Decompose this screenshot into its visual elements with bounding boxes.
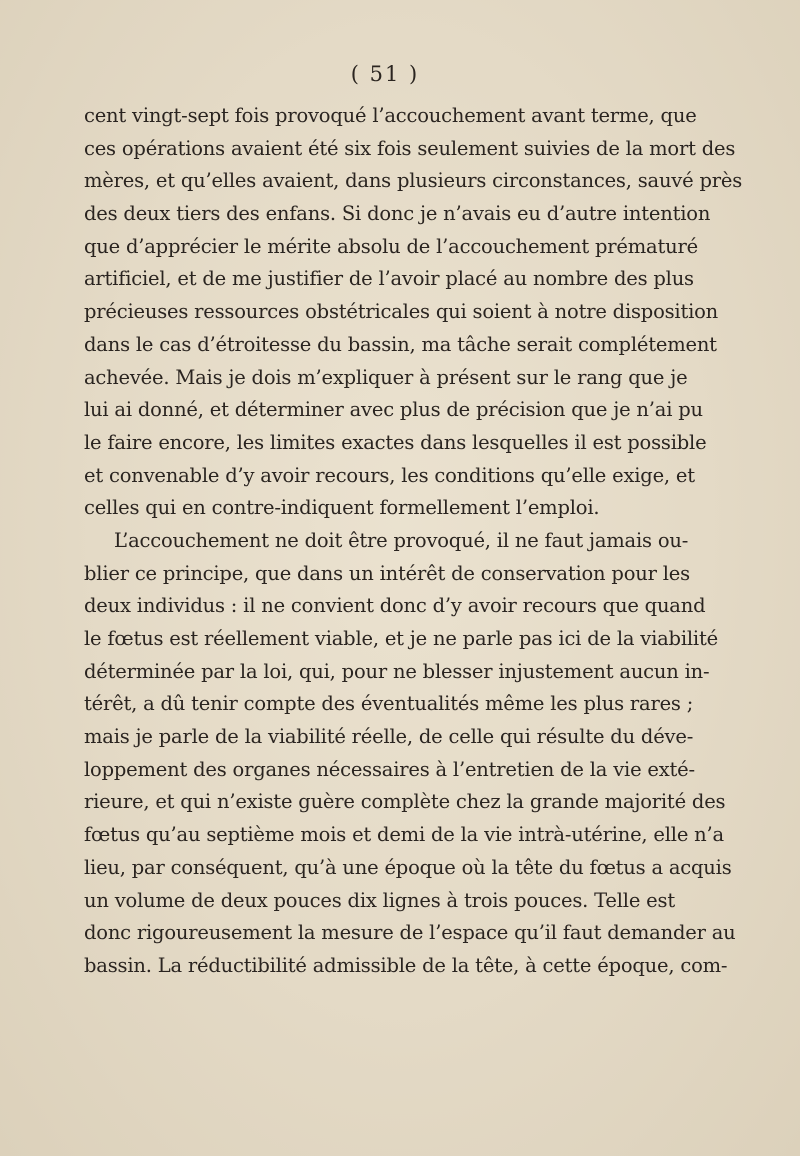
text-line: ces opérations avaient été six fois seulement suivies de la mort des — [84, 136, 736, 160]
text-line: artificiel, et de me justifier de l’avoir placé au nombre des plus — [84, 267, 694, 291]
text-line: bassin. La réductibilité admissible de la tête, à cette époque, com- — [84, 953, 728, 977]
text-line: lui ai donné, et déterminer avec plus de précision que je n’ai pu — [84, 398, 703, 422]
text-line: des deux tiers des enfans. Si donc je n’avais eu d’autre intention — [84, 202, 711, 226]
text-line: déterminée par la loi, qui, pour ne blesser injustement aucun in- — [84, 659, 710, 683]
text-line: que d’apprécier le mérite absolu de l’accouchement prématuré — [84, 234, 698, 258]
text-line: le fœtus est réellement viable, et je ne parle pas ici de la viabilité — [84, 627, 718, 650]
text-line: deux individus : il ne convient donc d’y avoir recours que quand — [84, 594, 706, 618]
text-line: achevée. Mais je dois m’expliquer à présent sur le rang que je — [84, 365, 688, 389]
text-line: rieure, et qui n’existe guère complète chez la grande majorité des — [84, 790, 726, 814]
text-line: et convenable d’y avoir recours, les conditions qu’elle exige, et — [84, 463, 695, 487]
text-line: le faire encore, les limites exactes dans lesquelles il est possible — [84, 430, 707, 454]
text-line: mères, et qu’elles avaient, dans plusieurs circonstances, sauvé près — [84, 169, 743, 193]
text-line: mais je parle de la viabilité réelle, de celle qui résulte du déve- — [84, 725, 694, 749]
text-line: lieu, par conséquent, qu’à une époque où la tête du fœtus a acquis — [84, 855, 732, 879]
text-line: un volume de deux pouces dix lignes à trois pouces. Telle est — [84, 888, 675, 912]
page-number: ( 51 ) — [350, 62, 420, 86]
text-line: blier ce principe, que dans un intérêt de conservation pour les — [84, 561, 690, 585]
text-line: précieuses ressources obstétricales qui soient à notre disposition — [84, 300, 719, 324]
text-line: L’accouchement ne doit être provoqué, il ne faut jamais ou- — [114, 528, 689, 552]
text-line: dans le cas d’étroitesse du bassin, ma tâche serait complétement — [84, 332, 717, 356]
text-line: térêt, a dû tenir compte des éventualités même les plus rares ; — [84, 692, 694, 716]
text-line: loppement des organes nécessaires à l’entretien de la vie exté- — [84, 757, 695, 781]
text-line: cent vingt-sept fois provoqué l’accouchement avant terme, que — [84, 104, 697, 127]
text-line: celles qui en contre-indiquent formellement l’emploi. — [84, 496, 600, 520]
text-line: fœtus qu’au septième mois et demi de la vie intrà-utérine, elle n’a — [84, 823, 724, 847]
text-line: donc rigoureusement la mesure de l’espace qu’il faut demander au — [84, 921, 736, 945]
body-text — [84, 100, 743, 983]
